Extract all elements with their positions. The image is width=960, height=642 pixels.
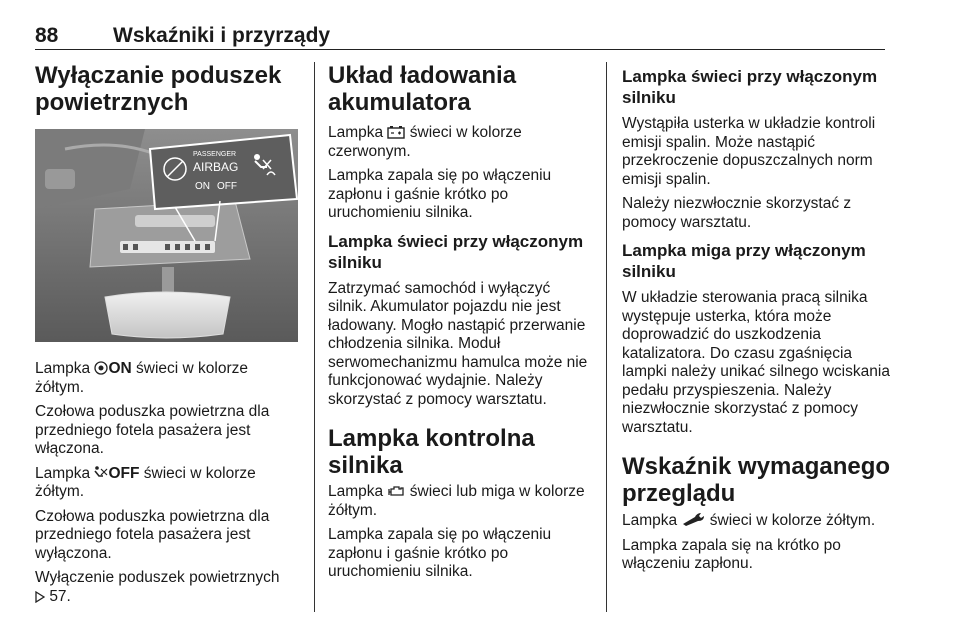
text-fragment: Lampka: [35, 360, 95, 377]
text-fragment: Lampka: [328, 483, 388, 500]
section-heading: Wskaźnik wymaganego przeglądu: [622, 453, 891, 507]
section-heading: Układ ładowania akumulatora: [328, 62, 517, 116]
paragraph: Zatrzymać samochód i wyłączyć silnik. Akumulator pojazdu nie jest ładowany. Mogło nastąpić przerwanie chłodzenia silnika. Moduł serwomechanizmu hamulca może nie funkcjonować wydajnie. Należy skorzystać z pomocy warsztatu.: [328, 279, 588, 408]
panel-label-off: OFF: [217, 181, 237, 192]
paragraph: [328, 124, 590, 161]
panel-label-passenger: PASSENGER: [193, 151, 237, 158]
paragraph: Lampka zapala się na krótko po włączeniu zapłonu.: [622, 536, 841, 572]
text-fragment: Lampka: [35, 464, 95, 482]
text-fragment: świeci w kolorze żółtym.: [35, 464, 256, 500]
text-fragment: świeci w kolorze czerwonym.: [328, 124, 522, 160]
panel-label-airbag: AIRBAG: [193, 160, 239, 174]
paragraph: [35, 465, 300, 502]
battery-icon: [387, 125, 405, 139]
text-fragment: świeci w kolorze żółtym.: [35, 360, 248, 396]
paragraph: [328, 483, 590, 520]
panel-label-on: ON: [195, 181, 210, 192]
text-fragment: świeci w kolorze żółtym.: [705, 512, 876, 529]
page-reference[interactable]: 57.: [49, 587, 71, 605]
subheading: Lampka miga przy włączonym silniku: [622, 241, 866, 281]
column-2: [328, 62, 590, 588]
header-title: Wskaźniki i przyrządy: [113, 24, 331, 47]
paragraph: W układzie sterowania pracą silnika występuje usterka, która może doprowadzić do uszkodzenia katalizatora. Do czasu zgaśnięcia lampki należy unikać silnego wciskania pedału przyspieszenia. Należy niezwłocznie skorzystać z pomocy warsztatu.: [622, 289, 890, 436]
paragraph: Czołowa poduszka powietrzna dla przedniego fotela pasażera jest włączona.: [35, 403, 270, 457]
paragraph: Wystąpiła usterka w układzie kontroli emisji spalin. Może nastąpić przekroczenie dopuszczalnych norm emisji spalin.: [622, 115, 876, 188]
section-heading: Wyłączanie poduszek powietrznych: [35, 62, 282, 116]
subheading: Lampka świeci przy włączonym silniku: [328, 231, 584, 272]
paragraph: [35, 360, 300, 397]
airbag-off-icon: [94, 466, 108, 480]
paragraph: Lampka zapala się po włączeniu zapłonu i gaśnie krótko po uruchomieniu silnika.: [328, 167, 552, 221]
column-divider: [606, 62, 607, 612]
column-3: [622, 62, 892, 580]
paragraph: [622, 511, 892, 531]
subheading: Lampka świeci przy włączonym silniku: [622, 67, 878, 107]
paragraph: Należy niezwłocznie skorzystać z pomocy warsztatu.: [622, 195, 852, 231]
text-fragment: Lampka: [622, 512, 682, 529]
engine-icon: [387, 484, 405, 498]
text-fragment: Lampka: [328, 124, 388, 141]
wrench-icon: [681, 511, 705, 527]
paragraph: Czołowa poduszka powietrzna dla przedniego fotela pasażera jest wyłączona.: [35, 507, 270, 562]
text-fragment: Wyłączenie poduszek powietrznych: [35, 569, 280, 586]
airbag-panel-photo: [35, 129, 298, 342]
reference-arrow-icon: [35, 591, 45, 603]
text-fragment: świeci lub miga w kolorze żółtym.: [328, 483, 585, 519]
column-divider: [314, 62, 315, 612]
airbag-panel-illustration: [35, 129, 298, 342]
page-number: 88: [35, 24, 59, 47]
paragraph: Lampka zapala się po włączeniu zapłonu i gaśnie krótko po uruchomieniu silnika.: [328, 526, 552, 580]
off-label: OFF: [108, 464, 140, 482]
page-header: [35, 20, 885, 50]
on-label: ON: [108, 360, 132, 377]
airbag-on-icon: [94, 361, 108, 375]
paragraph: [35, 569, 300, 606]
section-heading: Lampka kontrolna silnika: [328, 425, 535, 479]
column-1: [35, 62, 300, 612]
